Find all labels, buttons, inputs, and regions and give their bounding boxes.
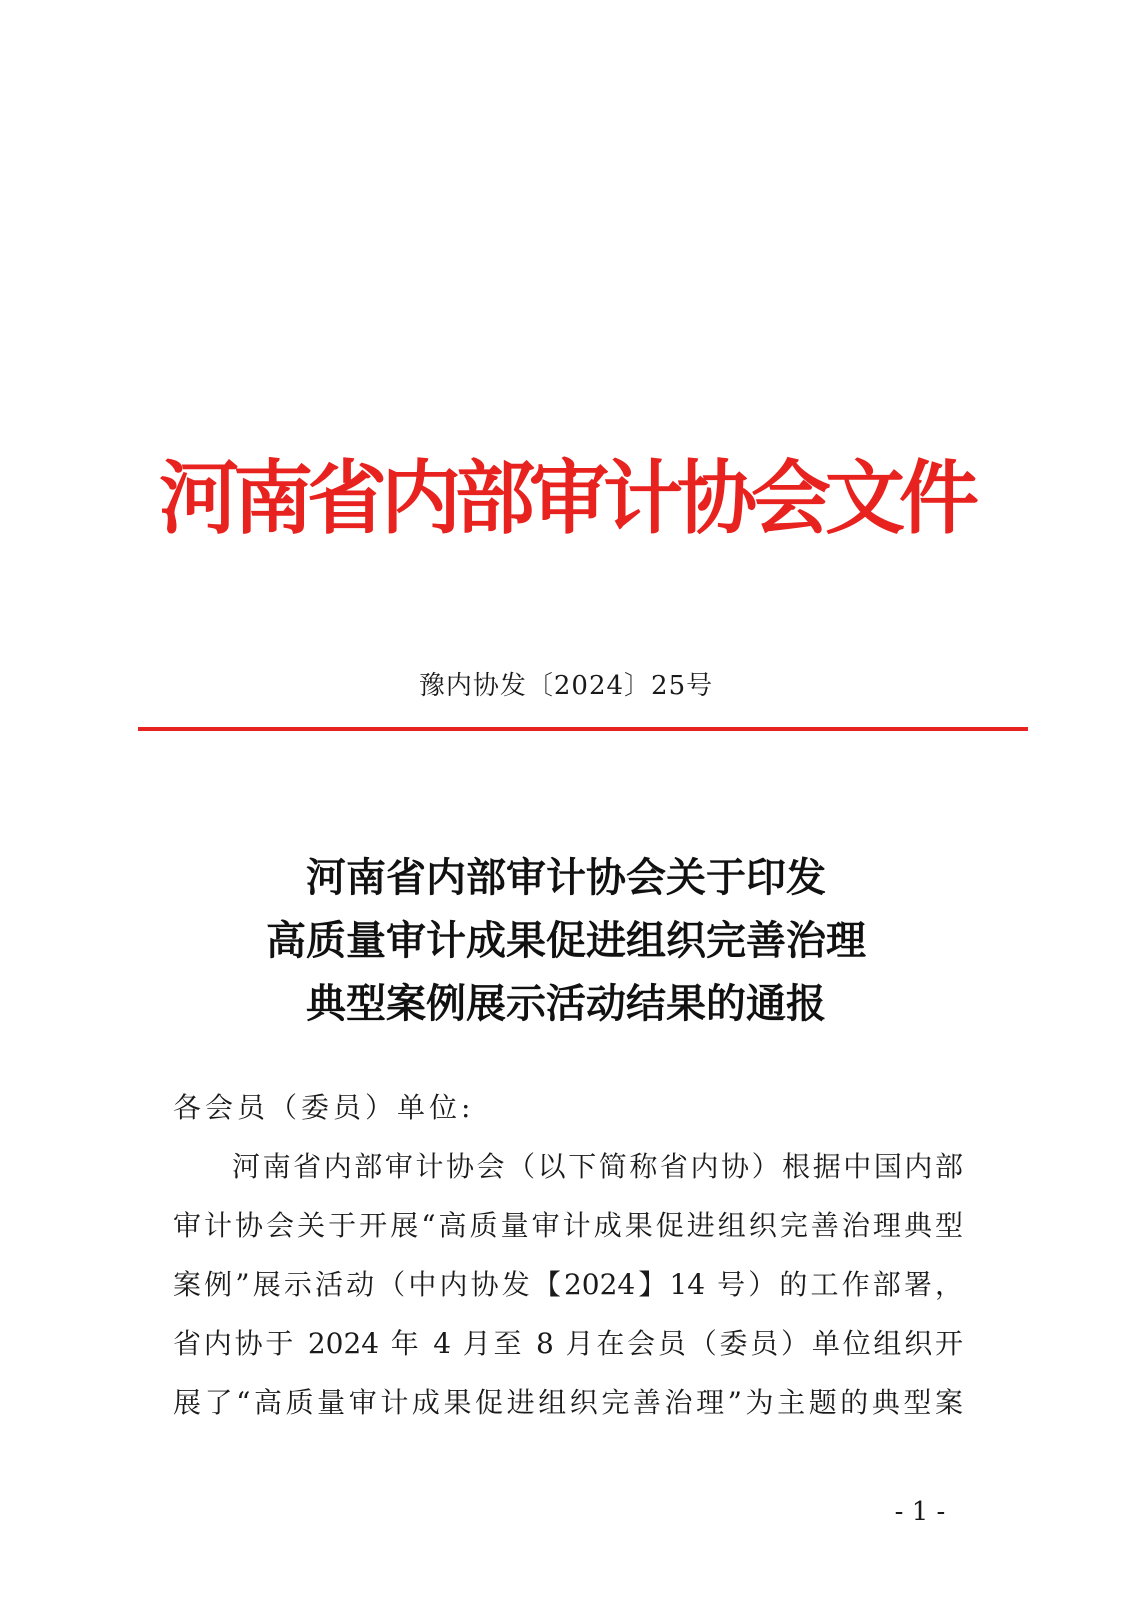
title-line-3: 典型案例展示活动结果的通报 — [306, 980, 826, 1027]
body-line-1: 河南省内部审计协会（以下简称省内协）根据中国内部 — [232, 1150, 963, 1183]
title-line-1: 河南省内部审计协会关于印发 — [306, 854, 826, 901]
title-line-2: 高质量审计成果促进组织完善治理 — [266, 917, 866, 964]
issuing-organization-header: 河南省内部审计协会文件 — [159, 451, 973, 545]
body-line-5: 展了“高质量审计成果促进组织完善治理”为主题的典型案 — [173, 1386, 963, 1419]
document-title — [0, 846, 1132, 1035]
document-number: 豫内协发〔2024〕25号 — [418, 671, 714, 701]
salutation: 各会员（委员）单位: — [173, 1091, 475, 1124]
red-separator-rule — [138, 727, 1028, 731]
document-body — [173, 1088, 963, 1442]
body-line-2: 审计协会关于开展“高质量审计成果促进组织完善治理典型 — [173, 1209, 963, 1242]
body-line-3: 案例”展示活动（中内协发【2024】14 号）的工作部署， — [173, 1268, 963, 1301]
body-line-4: 省内协于 2024 年 4 月至 8 月在会员（委员）单位组织开 — [173, 1327, 963, 1360]
page-number: - 1 - — [894, 1497, 946, 1527]
